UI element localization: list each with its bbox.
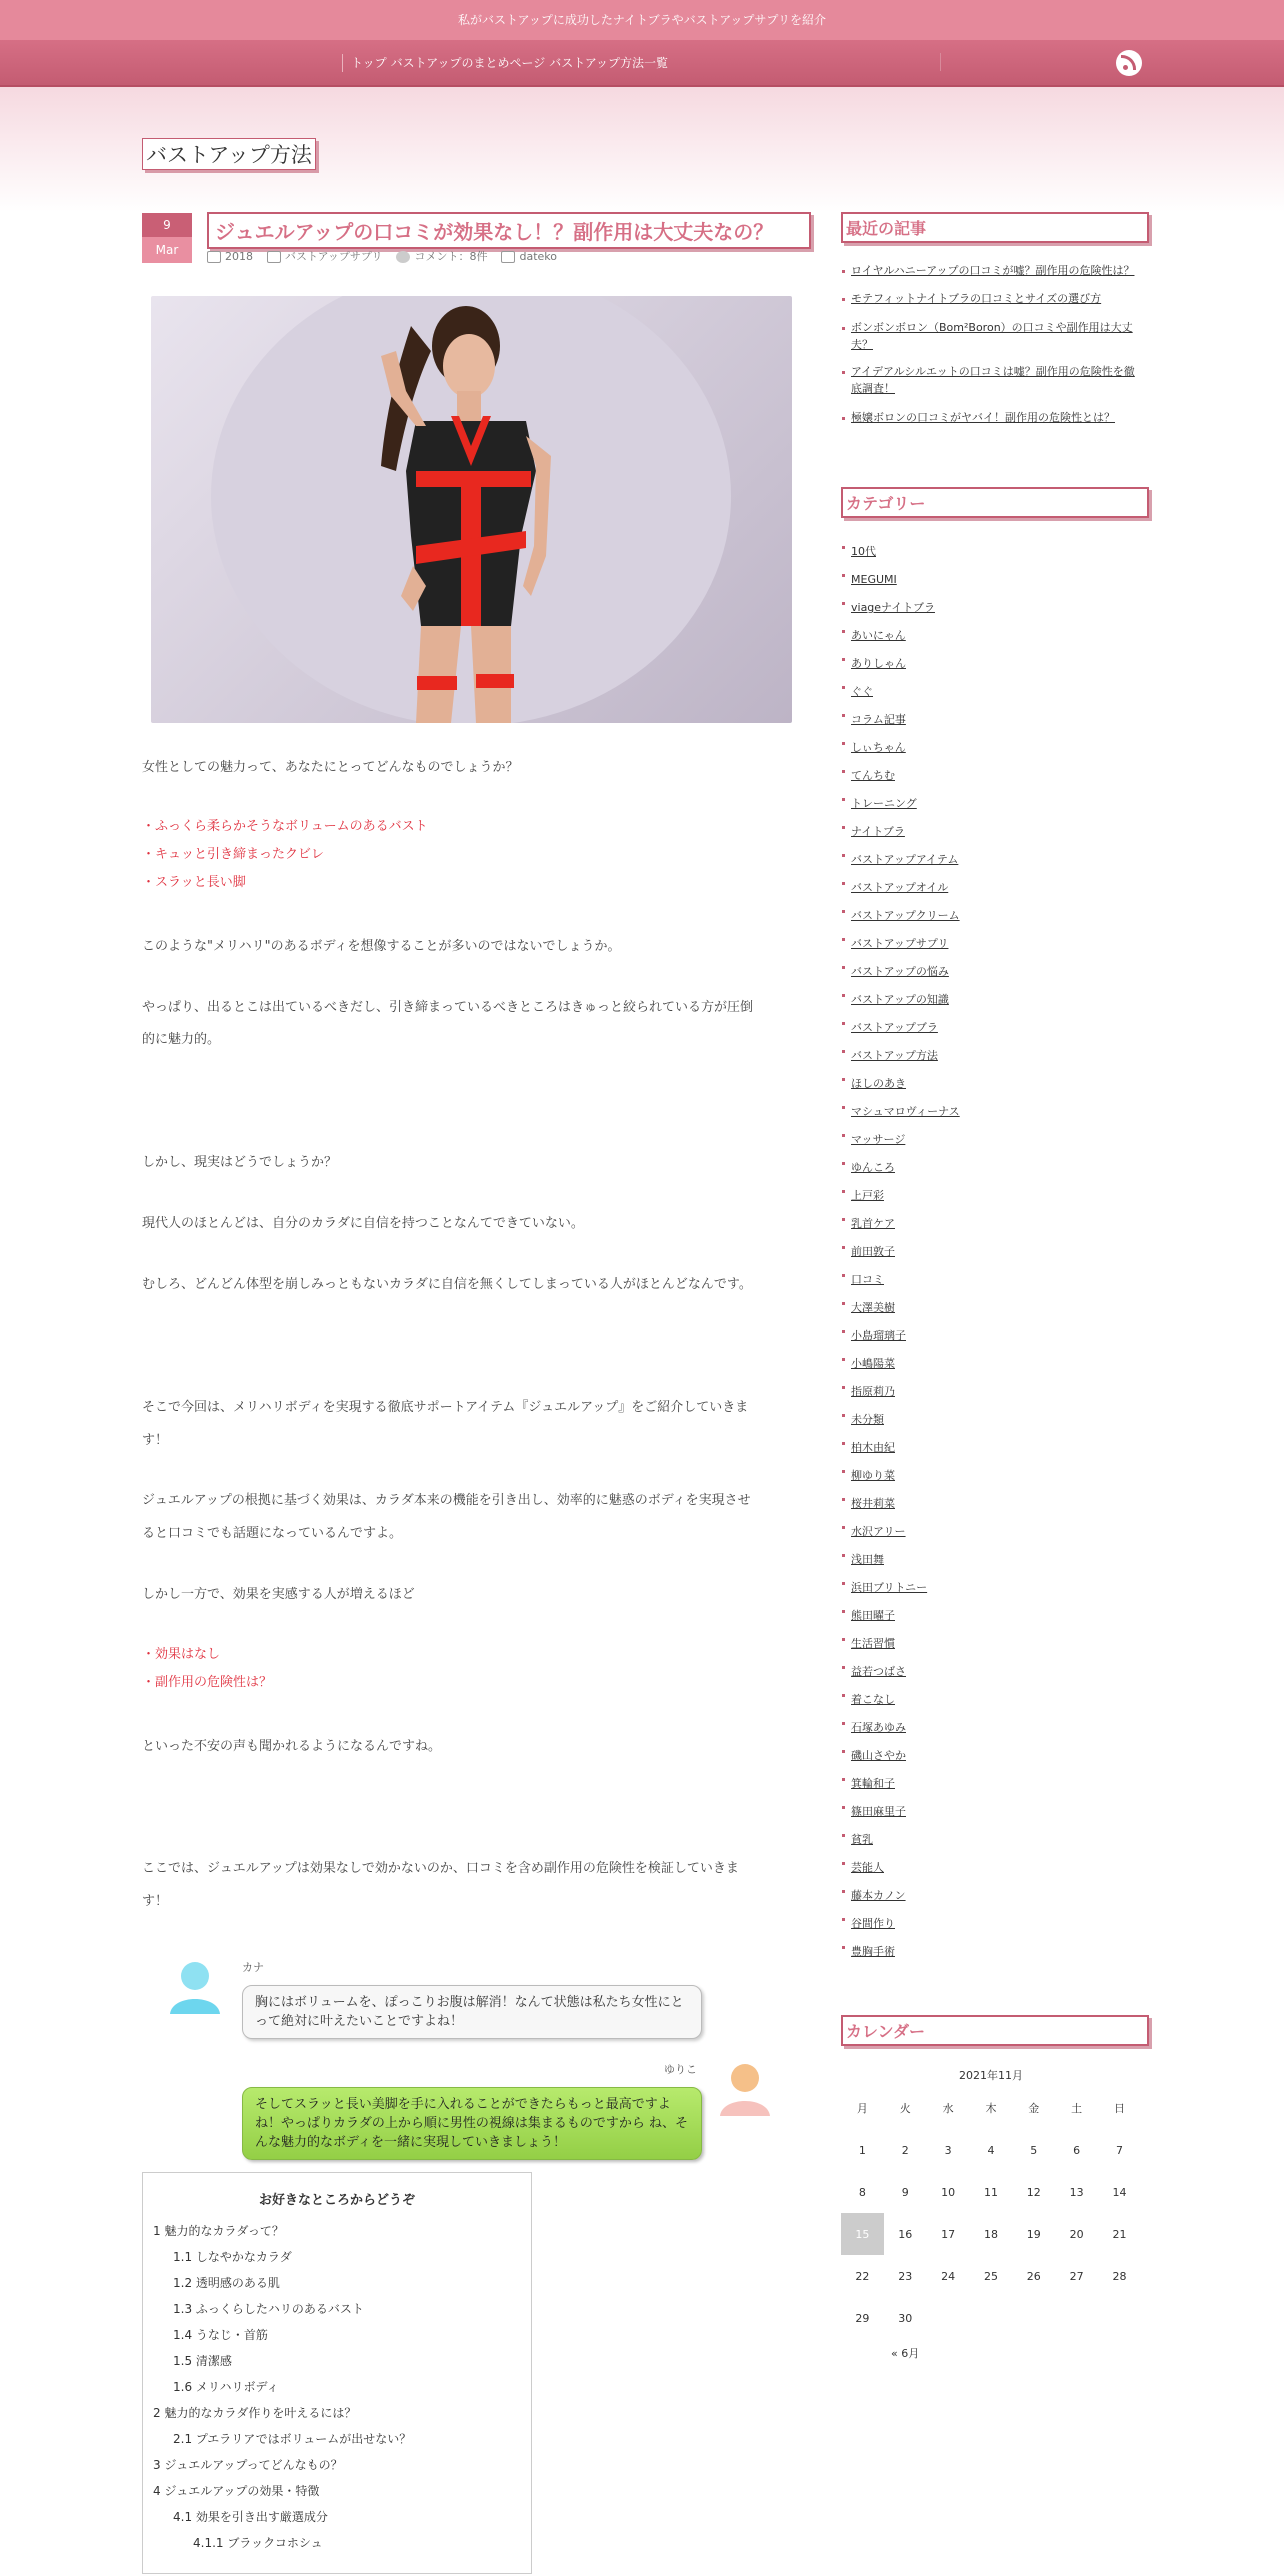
category-link[interactable]: 柏木由紀: [841, 1434, 1141, 1462]
nav-item-summary[interactable]: バストアップのまとめページ: [390, 56, 546, 70]
woman-photo: [151, 296, 792, 723]
global-nav: [340, 40, 670, 85]
calendar-day: [1012, 2297, 1055, 2339]
recent-post-link[interactable]: アイデアルシルエットの口コミは嘘？副作用の危険性を徹底調査！: [841, 363, 1136, 397]
category-link[interactable]: バストアップの悩み: [841, 958, 1141, 986]
category-link[interactable]: MEGUMI: [841, 566, 1141, 594]
calendar-weekday: 水: [942, 2102, 954, 2115]
paragraph: しかし、現実はどうでしょうか？: [142, 1155, 338, 1170]
category-link[interactable]: バストアップ方法: [841, 1042, 1141, 1070]
category-link[interactable]: viageナイトブラ: [841, 594, 1141, 622]
calendar-caption: 2021年11月: [959, 2069, 1023, 2082]
calendar-prev-link[interactable]: « 6月: [891, 2347, 920, 2360]
paragraph: す！: [142, 1433, 169, 1448]
calendar-day: 23: [898, 2269, 913, 2283]
category-link[interactable]: 水沢アリー: [841, 1518, 1141, 1546]
kana-name: カナ: [242, 1961, 264, 1974]
paragraph: 女性としての魅力って、あなたにとってどんなものでしょうか？: [142, 760, 519, 775]
category-link[interactable]: 上戸彩: [841, 1182, 1141, 1210]
category-link[interactable]: 小島瑠璃子: [841, 1322, 1141, 1350]
calendar-day: 5: [1030, 2143, 1038, 2157]
list-item: ・効果はなし: [142, 1647, 221, 1662]
category-link[interactable]: マシュマロヴィーナス: [841, 1098, 1141, 1126]
list-item: ・キュッと引き締まったクビレ: [142, 847, 325, 862]
category-link[interactable]: 篠田麻里子: [841, 1798, 1141, 1826]
toc-item[interactable]: 4 ジュエルアップの効果・特徴: [153, 2484, 320, 2498]
calendar-day: 15: [841, 2213, 884, 2255]
post-category-meta[interactable]: [267, 248, 382, 264]
toc-list: [143, 2218, 531, 2556]
calendar-day: 29: [855, 2311, 870, 2325]
post-month: Mar: [142, 237, 192, 263]
calendar-weekday: 木: [985, 2102, 997, 2115]
post-day: 9: [142, 213, 192, 237]
calendar-table: [841, 2087, 1141, 2339]
toc-item[interactable]: 3 ジュエルアップってどんなもの？: [153, 2458, 343, 2472]
calendar-day: 26: [1026, 2269, 1041, 2283]
recent-post-link[interactable]: ボンボンボロン（Bom²Boron）の口コミや副作用は大丈夫？: [841, 319, 1136, 353]
calendar-weekday: 火: [899, 2102, 911, 2115]
category-link[interactable]: 貧乳: [841, 1826, 1141, 1854]
calendar-day: 4: [987, 2143, 995, 2157]
calendar-day: 3: [944, 2143, 952, 2157]
table-of-contents: [142, 2172, 532, 2574]
toc-heading: お好きなところからどうぞ: [258, 2193, 415, 2208]
post-author[interactable]: dateko: [519, 249, 557, 263]
calendar-day: 30: [898, 2311, 913, 2325]
category-link[interactable]: 石塚あゆみ: [841, 1714, 1141, 1742]
category-link[interactable]: ほしのあき: [841, 1070, 1141, 1098]
calendar-icon: [207, 251, 221, 263]
comment-icon: [396, 251, 410, 263]
toc-item[interactable]: 1.1 しなやかなカラダ: [173, 2250, 292, 2264]
toc-item[interactable]: 4.1 効果を引き出す厳選成分: [173, 2510, 328, 2524]
category-link[interactable]: ゆんころ: [841, 1154, 1141, 1182]
paragraph: しかし一方で、効果を実感する人が増えるほど: [142, 1587, 415, 1602]
toc-item[interactable]: 2 魅力的なカラダ作りを叶えるには？: [153, 2406, 357, 2420]
calendar-heading: カレンダー: [841, 2015, 1149, 2046]
calendar-day: 13: [1069, 2185, 1084, 2199]
recent-post-link[interactable]: 極嬢ボロンの口コミがヤバイ！副作用の危険性とは？: [841, 409, 1136, 426]
category-link[interactable]: しぃちゃん: [841, 734, 1141, 762]
calendar-day: [1098, 2297, 1141, 2339]
yuriko-name: ゆりこ: [664, 2063, 697, 2076]
paragraph: 的に魅力的。: [142, 1032, 221, 1047]
calendar-weekday: 日: [1114, 2102, 1126, 2115]
folder-icon: [267, 251, 281, 263]
nav-divider: [940, 53, 945, 71]
paragraph: す！: [142, 1894, 169, 1909]
category-link[interactable]: バストアップアイテム: [841, 846, 1141, 874]
calendar-day: 18: [983, 2227, 998, 2241]
categories-heading: カテゴリー: [841, 487, 1149, 518]
paragraph: やっぱり、出るとこは出ているべきだし、引き締まっているべきところはきゅっと絞られている方が圧倒: [142, 1000, 754, 1015]
calendar-day: 1: [858, 2143, 866, 2157]
calendar-day: 14: [1112, 2185, 1127, 2199]
category-link[interactable]: バストアップオイル: [841, 874, 1141, 902]
calendar-weekday: 土: [1071, 2102, 1083, 2115]
paragraph: といった不安の声も聞かれるようになるんですね。: [142, 1739, 442, 1754]
post-comments-meta[interactable]: [396, 248, 487, 264]
category-link[interactable]: 益若つばさ: [841, 1658, 1141, 1686]
paragraph: ここでは、ジュエルアップは効果なしで効かないのか、口コミを含め副作用の危険性を検証していきま: [142, 1861, 739, 1876]
bullet-list-1: [142, 816, 802, 894]
category-link[interactable]: 10代: [841, 538, 1141, 566]
toc-item[interactable]: 1 魅力的なカラダって？: [153, 2224, 284, 2238]
category-link[interactable]: 未分類: [841, 1406, 1141, 1434]
calendar-widget: [841, 2067, 1141, 2361]
nav-divider: [342, 54, 347, 72]
paragraph: ジュエルアップの根拠に基づく効果は、カラダ本来の機能を引き出し、効率的に魅惑のボディを実現させ: [142, 1493, 751, 1508]
toc-item[interactable]: 4.1.1 ブラックコホシュ: [193, 2536, 323, 2550]
category-link[interactable]: バストアップサプリ: [841, 930, 1141, 958]
nav-bar: [0, 40, 1284, 87]
post-year: 2018: [225, 249, 253, 263]
calendar-day: 25: [983, 2269, 998, 2283]
toc-item[interactable]: 2.1 プエラリアではボリュームが出せない？: [173, 2432, 412, 2446]
category-link[interactable]: 着こなし: [841, 1686, 1141, 1714]
post-year-meta: [207, 250, 253, 263]
category-link[interactable]: 芸能人: [841, 1854, 1141, 1882]
post-meta: [207, 248, 557, 264]
recent-posts-heading: 最近の記事: [841, 212, 1149, 243]
toc-item[interactable]: 1.4 うなじ・首筋: [173, 2328, 268, 2342]
category-link[interactable]: 乳首ケア: [841, 1210, 1141, 1238]
category-link[interactable]: 大澤美樹: [841, 1294, 1141, 1322]
calendar-day: 16: [898, 2227, 913, 2241]
category-link[interactable]: 指原莉乃: [841, 1378, 1141, 1406]
category-link[interactable]: 箕輪和子: [841, 1770, 1141, 1798]
calendar-day: 28: [1112, 2269, 1127, 2283]
category-link[interactable]: マッサージ: [841, 1126, 1141, 1154]
paragraph: むしろ、どんどん体型を崩しみっともないカラダに自信を無くしてしまっている人がほとんどなんです。: [142, 1277, 752, 1292]
calendar-day: [927, 2297, 970, 2339]
category-link[interactable]: 浅田舞: [841, 1546, 1141, 1574]
post-featured-image: [151, 296, 792, 723]
calendar-day: 21: [1112, 2227, 1127, 2241]
category-link[interactable]: 熊田曜子: [841, 1602, 1141, 1630]
calendar-day: 10: [941, 2185, 956, 2199]
calendar-day: 6: [1073, 2143, 1081, 2157]
post-category[interactable]: バストアップサプリ: [285, 250, 383, 263]
toc-item[interactable]: 1.5 清潔感: [173, 2354, 232, 2368]
toc-item[interactable]: 1.3 ふっくらしたハリのあるバスト: [173, 2302, 364, 2316]
calendar-day: 12: [1026, 2185, 1041, 2199]
nav-item-methods[interactable]: バストアップ方法一覧: [549, 56, 669, 70]
paragraph: このような"メリハリ"のあるボディを想像することが多いのではないでしょうか。: [142, 939, 621, 954]
category-link[interactable]: バストアップブラ: [841, 1014, 1141, 1042]
category-link[interactable]: あいにゃん: [841, 622, 1141, 650]
calendar-day: 22: [855, 2269, 870, 2283]
calendar-day: 24: [941, 2269, 956, 2283]
nav-item-top[interactable]: トップ: [351, 56, 387, 70]
category-link[interactable]: 小嶋陽菜: [841, 1350, 1141, 1378]
categories-list: [841, 538, 1141, 1966]
calendar-day: 7: [1116, 2143, 1124, 2157]
category-link[interactable]: ありしゃん: [841, 650, 1141, 678]
calendar-day: 19: [1026, 2227, 1041, 2241]
paragraph: そこで今回は、メリハリボディを実現する徹底サポートアイテム『ジュエルアップ』をご紹介していきま: [142, 1400, 749, 1415]
calendar-day: 27: [1069, 2269, 1084, 2283]
category-link[interactable]: 桜井莉菜: [841, 1490, 1141, 1518]
calendar-day: [970, 2297, 1013, 2339]
list-item: ・副作用の危険性は？: [142, 1675, 273, 1690]
category-link[interactable]: 浜田ブリトニー: [841, 1574, 1141, 1602]
calendar-day: 20: [1069, 2227, 1084, 2241]
site-title[interactable]: バストアップ方法: [142, 138, 316, 170]
category-link[interactable]: ナイトブラ: [841, 818, 1141, 846]
category-link[interactable]: 豊胸手術: [841, 1938, 1141, 1966]
kana-speech-bubble: 胸にはボリュームを、ぽっこりお腹は解消！なんて状態は私たち女性にとって絶対に叶えたいことですよね！: [242, 1985, 702, 2039]
calendar-day: 8: [858, 2185, 866, 2199]
calendar-day: 2: [901, 2143, 909, 2157]
recent-post-link[interactable]: モテフィットナイトブラの口コミとサイズの選び方: [841, 290, 1136, 307]
calendar-day: 17: [941, 2227, 956, 2241]
rss-icon[interactable]: [1116, 50, 1142, 76]
category-link[interactable]: 藤本カノン: [841, 1882, 1141, 1910]
category-link[interactable]: 谷間作り: [841, 1910, 1141, 1938]
yuriko-speech-bubble: そしてスラッと長い美脚を手に入れることができたらもっと最高ですよね！やっぱりカラダの上から順に男性の視線は集まるものですから ね、そんな魅力的なボディを一緒に実現していきましょう！: [242, 2087, 702, 2160]
toc-item[interactable]: 1.6 メリハリボディ: [173, 2380, 279, 2394]
recent-post-link[interactable]: ロイヤルハニーアップの口コミが嘘？副作用の危険性は？: [841, 262, 1136, 279]
category-link[interactable]: てんちむ: [841, 762, 1141, 790]
calendar-weekday: 月: [856, 2102, 868, 2115]
list-item: ・ふっくら柔らかそうなボリュームのあるバスト: [142, 819, 428, 834]
category-link[interactable]: 柳ゆり菜: [841, 1462, 1141, 1490]
category-link[interactable]: 前田敦子: [841, 1238, 1141, 1266]
paragraph: 現代人のほとんどは、自分のカラダに自信を持つことなんてできていない。: [142, 1216, 584, 1231]
calendar-day: 9: [901, 2185, 909, 2199]
category-link[interactable]: 生活習慣: [841, 1630, 1141, 1658]
category-link[interactable]: 口コミ: [841, 1266, 1141, 1294]
toc-item[interactable]: 1.2 透明感のある肌: [173, 2276, 280, 2290]
bullet-list-2: [142, 1644, 802, 1694]
calendar-day: [1055, 2297, 1098, 2339]
category-link[interactable]: トレーニング: [841, 790, 1141, 818]
kana-avatar: [166, 1956, 224, 2014]
list-item: ・スラッと長い脚: [142, 875, 246, 890]
paragraph: ると口コミでも話題になっているんですよ。: [142, 1526, 403, 1541]
post-title[interactable]: ジュエルアップの口コミが効果なし！？副作用は大丈夫なの？: [207, 212, 811, 249]
pencil-icon: [501, 251, 515, 263]
category-link[interactable]: バストアップの知識: [841, 986, 1141, 1014]
calendar-weekday: 金: [1028, 2102, 1040, 2115]
post-date-badge: [142, 213, 192, 263]
post-author-meta[interactable]: [501, 250, 557, 263]
site-tagline: 私がバストアップに成功したナイトブラやバストアップサプリを紹介: [458, 13, 826, 27]
category-link[interactable]: バストアップクリーム: [841, 902, 1141, 930]
post-comments[interactable]: コメント：8件: [414, 250, 488, 263]
category-link[interactable]: ぐぐ: [841, 678, 1141, 706]
category-link[interactable]: 磯山さやか: [841, 1742, 1141, 1770]
category-link[interactable]: コラム記事: [841, 706, 1141, 734]
calendar-day: 11: [983, 2185, 998, 2199]
yuriko-avatar: [716, 2058, 774, 2116]
